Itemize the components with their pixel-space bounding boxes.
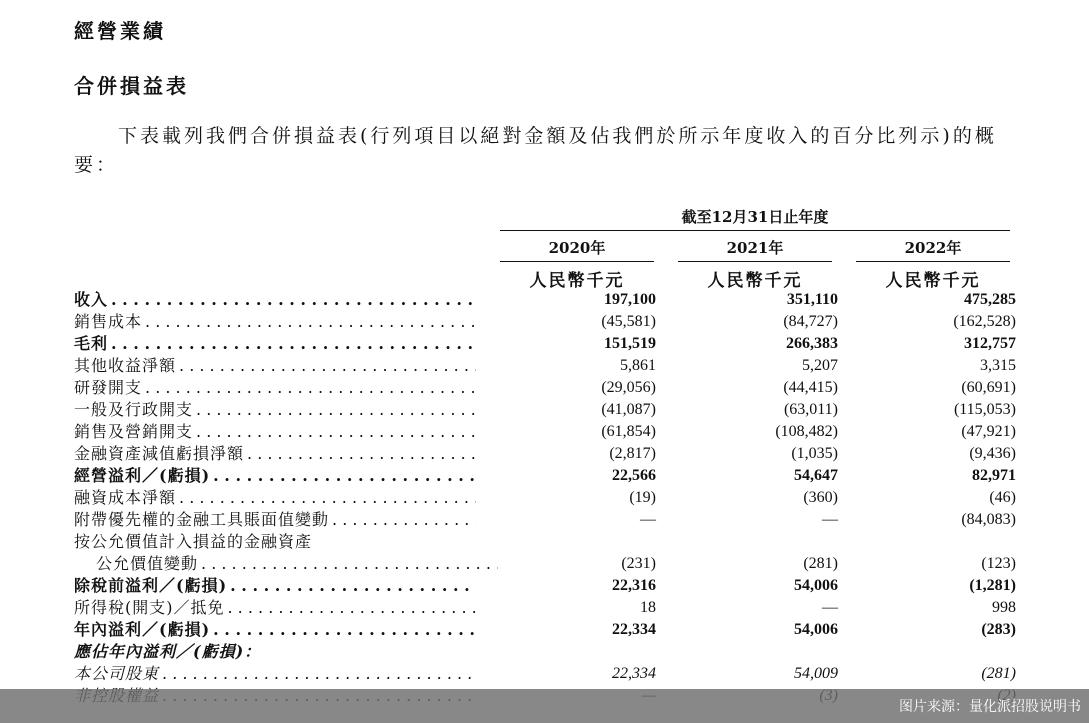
- row-value-2021: 351,110: [786, 291, 838, 308]
- subsection-title: 合併損益表: [74, 74, 189, 98]
- row-label: 毛利: [74, 333, 111, 355]
- unit-header-2022: 人民幣千元: [885, 271, 981, 291]
- row-label-cell: [74, 509, 476, 531]
- table-row: [74, 465, 1024, 487]
- row-label-cell: [74, 311, 476, 333]
- table-row: [74, 663, 1024, 685]
- row-value-2021: 54,009: [794, 665, 838, 682]
- row-value-2021: 266,383: [786, 335, 838, 352]
- row-label-cell: [74, 619, 476, 641]
- table-row: [74, 597, 1024, 619]
- row-label: 融資成本淨額: [74, 487, 179, 509]
- row-value-2021: (281): [803, 555, 838, 572]
- row-value-2021: 5,207: [802, 357, 838, 374]
- row-value-2020: (45,581): [601, 313, 656, 330]
- income-statement-table: [74, 289, 1024, 707]
- row-value-2021: (84,727): [783, 313, 838, 330]
- row-label: 按公允價值計入損益的金融資產: [74, 531, 315, 553]
- table-row: [74, 487, 1024, 509]
- row-value-2022: 998: [992, 599, 1016, 616]
- row-value-2022: (162,528): [953, 313, 1016, 330]
- row-label: 除稅前溢利／(虧損): [74, 575, 230, 597]
- row-value-2022: (283): [981, 621, 1016, 638]
- table-row: [74, 575, 1024, 597]
- row-value-2021: 54,006: [794, 621, 838, 638]
- row-value-2022: (9,436): [969, 445, 1016, 462]
- table-row: [74, 333, 1024, 355]
- unit-header-2021: 人民幣千元: [707, 271, 803, 291]
- row-value-2020: (29,056): [601, 379, 656, 396]
- row-value-2020: (61,854): [601, 423, 656, 440]
- row-value-2020: (41,087): [601, 401, 656, 418]
- table-row: [74, 443, 1024, 465]
- row-label-cell: [74, 443, 476, 465]
- row-value-2021: (1,035): [791, 445, 838, 462]
- table-row: [74, 399, 1024, 421]
- table-row: [74, 553, 1024, 575]
- row-label: 本公司股東: [74, 663, 162, 685]
- intro-paragraph: [74, 122, 1034, 180]
- row-label-cell: [74, 641, 476, 663]
- table-row: [74, 355, 1024, 377]
- row-value-2022: (281): [981, 665, 1016, 682]
- row-value-2020: 18: [640, 599, 656, 616]
- row-value-2020: 151,519: [604, 335, 656, 352]
- row-value-2021: (108,482): [775, 423, 838, 440]
- row-label-cell: [74, 399, 476, 421]
- row-label-cell: [74, 421, 476, 443]
- row-value-2022: (46): [989, 489, 1016, 506]
- row-label: 經營溢利／(虧損): [74, 465, 213, 487]
- image-source-caption: 图片来源：量化派招股说明书: [899, 699, 1081, 715]
- row-label: 收入: [74, 289, 111, 311]
- table-row: [74, 531, 1024, 553]
- row-value-2022: (123): [981, 555, 1016, 572]
- row-value-2022: (115,053): [953, 401, 1016, 418]
- row-label: 公允價值變動: [96, 553, 201, 575]
- row-value-2022: 3,315: [980, 357, 1016, 374]
- row-label-cell: [74, 487, 476, 509]
- intro-text: 下表載列我們合併損益表(行列項目以絕對金額及佔我們於所示年度收入的百分比列示)的概要：: [74, 125, 997, 176]
- row-value-2021: 54,006: [794, 577, 838, 594]
- row-value-2021: —: [822, 599, 838, 616]
- table-row: [74, 619, 1024, 641]
- row-label: 所得稅(開支)／抵免: [74, 597, 228, 619]
- row-value-2020: 22,566: [612, 467, 656, 484]
- row-value-2022: 475,285: [964, 291, 1016, 308]
- row-label: 其他收益淨額: [74, 355, 179, 377]
- table-row: [74, 289, 1024, 311]
- row-label: 研發開支: [74, 377, 145, 399]
- table-row: [74, 377, 1024, 399]
- row-value-2022: (84,083): [961, 511, 1016, 528]
- row-label: 金融資產減值虧損淨額: [74, 443, 247, 465]
- row-value-2021: (44,415): [783, 379, 838, 396]
- row-value-2020: (19): [629, 489, 656, 506]
- footer-bar: [0, 689, 1089, 723]
- table-row: [74, 509, 1024, 531]
- table-row: [74, 421, 1024, 443]
- row-value-2021: (63,011): [783, 401, 838, 418]
- row-label-cell: [74, 355, 476, 377]
- row-label: 年內溢利／(虧損): [74, 619, 213, 641]
- section-title: 經營業績: [74, 19, 166, 43]
- row-label-cell: [74, 553, 498, 575]
- year-header-2020: 2020年: [500, 237, 654, 262]
- table-row: [74, 641, 1024, 663]
- row-label-cell: [74, 465, 476, 487]
- row-label-cell: [74, 289, 476, 311]
- row-value-2020: (231): [621, 555, 656, 572]
- row-label-cell: [74, 575, 476, 597]
- period-header: 截至12月31日止年度: [500, 206, 1010, 231]
- row-value-2020: —: [640, 511, 656, 528]
- row-label-cell: [74, 333, 476, 355]
- row-value-2022: 82,971: [972, 467, 1016, 484]
- row-value-2021: —: [822, 511, 838, 528]
- row-value-2021: (360): [803, 489, 838, 506]
- row-label: 銷售成本: [74, 311, 145, 333]
- row-label: 附帶優先權的金融工具賬面值變動: [74, 509, 332, 531]
- row-value-2020: 22,334: [612, 665, 656, 682]
- row-value-2020: (2,817): [609, 445, 656, 462]
- unit-header-2020: 人民幣千元: [529, 271, 625, 291]
- row-value-2020: 5,861: [620, 357, 656, 374]
- row-label-cell: [74, 597, 476, 619]
- table-row: [74, 311, 1024, 333]
- year-header-2021: 2021年: [678, 237, 832, 262]
- row-value-2022: 312,757: [964, 335, 1016, 352]
- row-label: 一般及行政開支: [74, 399, 196, 421]
- row-label: 應佔年內溢利／(虧損)：: [74, 641, 264, 663]
- row-value-2020: 197,100: [604, 291, 656, 308]
- row-value-2020: 22,334: [612, 621, 656, 638]
- row-label-cell: [74, 377, 476, 399]
- row-value-2022: (47,921): [961, 423, 1016, 440]
- row-value-2022: (1,281): [969, 577, 1016, 594]
- year-header-2022: 2022年: [856, 237, 1010, 262]
- row-label: 銷售及營銷開支: [74, 421, 196, 443]
- row-value-2021: 54,647: [794, 467, 838, 484]
- row-value-2020: 22,316: [612, 577, 656, 594]
- row-label-cell: [74, 663, 476, 685]
- row-value-2022: (60,691): [961, 379, 1016, 396]
- row-label-cell: [74, 531, 476, 553]
